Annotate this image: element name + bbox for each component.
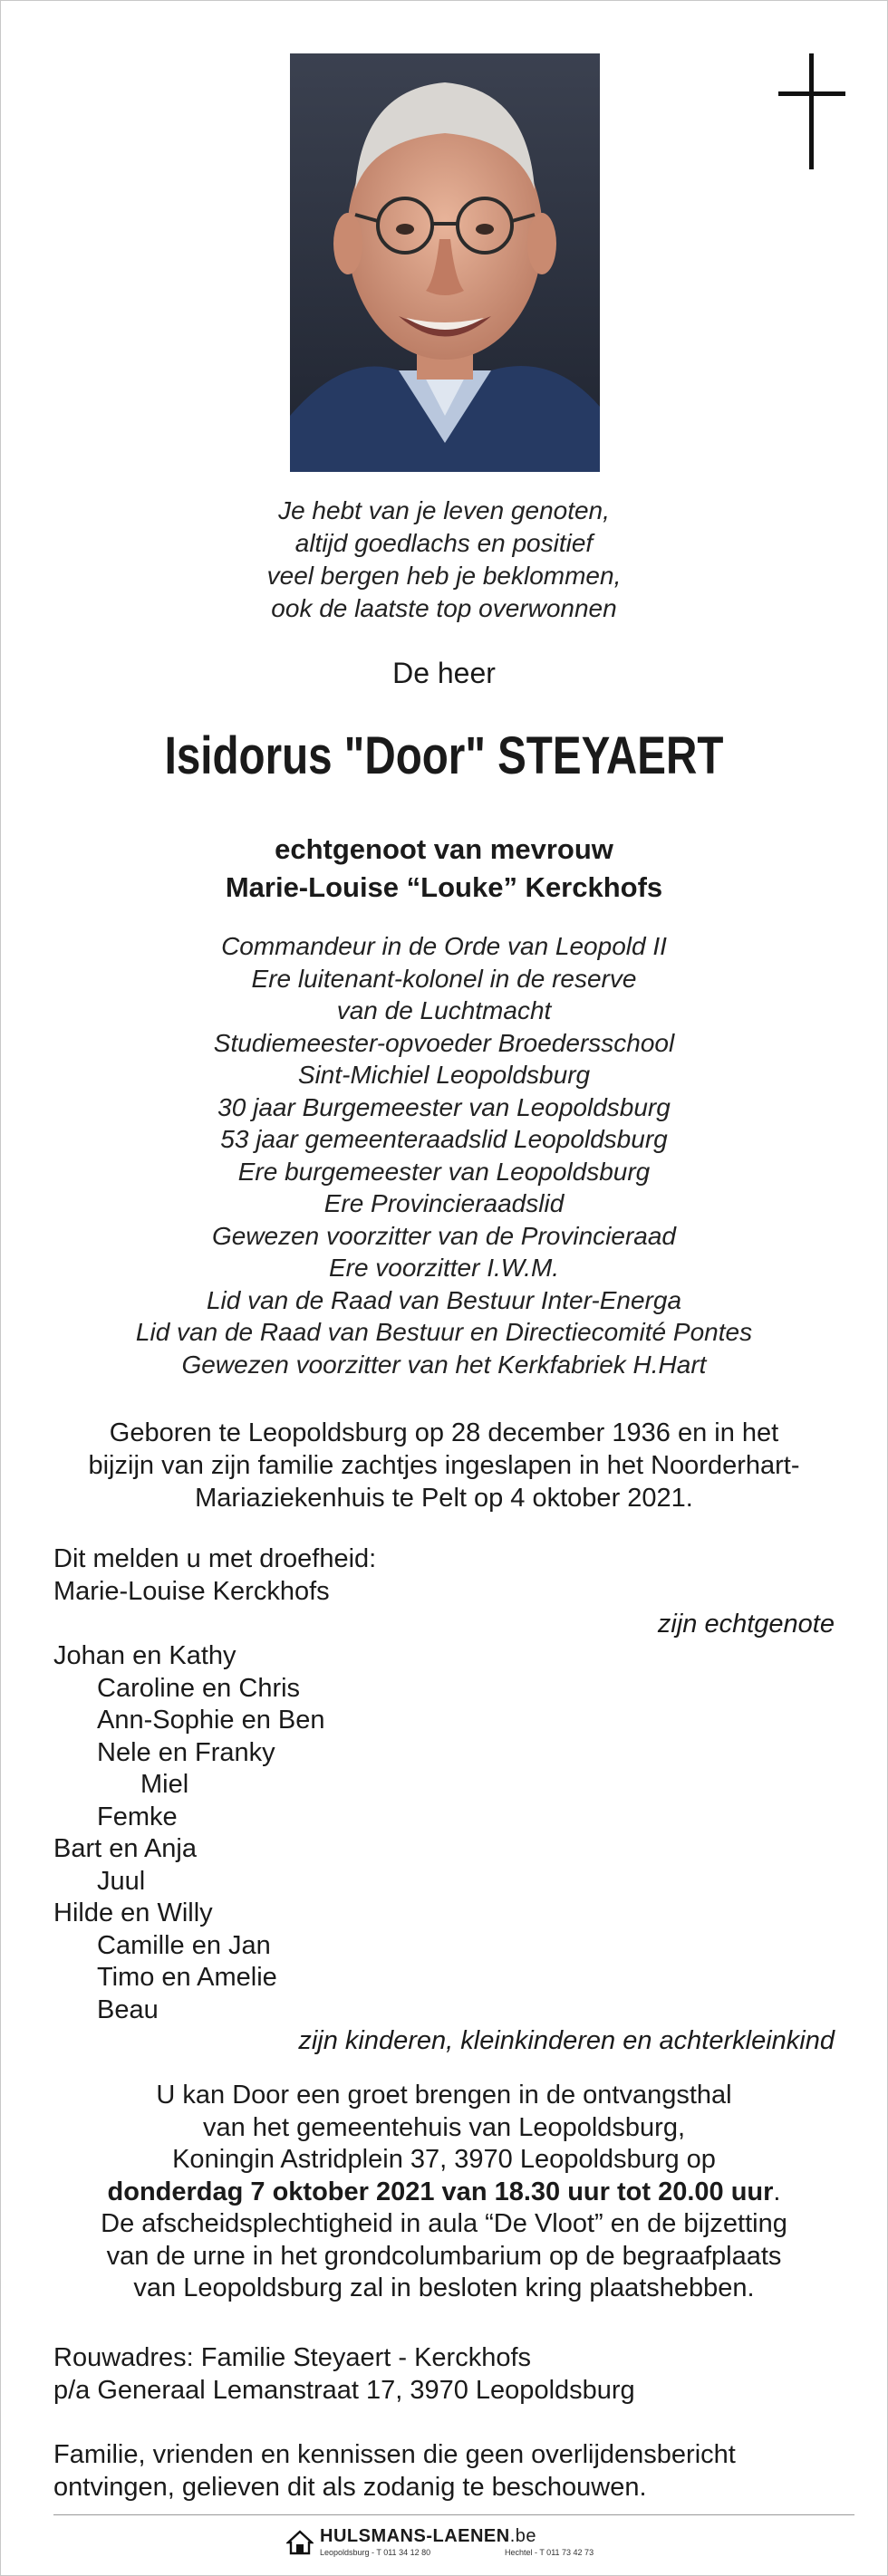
titles-list xyxy=(1,930,887,1380)
address-line: p/a Generaal Lemanstraat 17, 3970 Leopoldsburg xyxy=(53,2375,635,2405)
cross-icon xyxy=(778,53,845,169)
mourners-intro: Dit melden u met droefheid: xyxy=(53,1544,377,1573)
title-line: Commandeur in de Orde van Leopold II xyxy=(221,932,667,960)
salutation: De heer xyxy=(392,657,496,689)
spouse-line-2: Marie-Louise “Louke” Kerckhofs xyxy=(225,871,663,903)
announce-line: van de urne in het grondcolumbarium op de begraafplaats xyxy=(106,2241,782,2271)
notice-line: Familie, vrienden en kennissen die geen overlijdensbericht xyxy=(53,2440,736,2469)
footer-divider xyxy=(53,2514,854,2515)
family-member: Caroline en Chris xyxy=(97,1673,301,1703)
title-line: Ere burgemeester van Leopoldsburg xyxy=(237,1157,651,1186)
poem-line: ook de laatste top overwonnen xyxy=(271,594,617,622)
deceased-name: Isidorus "Door" STEYAERT xyxy=(164,726,724,785)
location-leopoldsburg: Leopoldsburg - T 011 34 12 80 xyxy=(320,2548,431,2557)
title-line: Gewezen voorzitter van het Kerkfabriek H.Hart xyxy=(181,1350,707,1379)
announce-date-line xyxy=(1,2177,887,2209)
mourner-spouse-role: zijn echtgenote xyxy=(657,1610,835,1639)
portrait-illustration xyxy=(290,53,600,472)
location-hechtel: Hechtel - T 011 73 42 73 xyxy=(505,2548,594,2557)
birth-death-paragraph xyxy=(1,1417,887,1514)
family-member: Johan en Kathy xyxy=(53,1641,236,1670)
visitation-announcement xyxy=(1,2080,887,2305)
title-line: 53 jaar gemeenteraadslid Leopoldsburg xyxy=(220,1125,668,1153)
family-member: Miel xyxy=(140,1770,189,1799)
mourning-address xyxy=(53,2342,635,2407)
spouse-line-1: echtgenoot van mevrouw xyxy=(275,833,613,865)
poem-line: Je hebt van je leven genoten, xyxy=(278,496,610,524)
announce-line: van het gemeentehuis van Leopoldsburg, xyxy=(202,2112,686,2142)
notice-line: ontvingen, gelieven dit als zodanig te beschouwen. xyxy=(53,2472,647,2502)
poem-line: altijd goedlachs en positief xyxy=(294,529,594,557)
announce-line: van Leopoldsburg zal in besloten kring plaatshebben. xyxy=(133,2273,755,2302)
spouse-block xyxy=(1,831,887,907)
title-line: Ere voorzitter I.W.M. xyxy=(328,1254,560,1282)
family-member: Nele en Franky xyxy=(97,1737,275,1767)
poem xyxy=(1,495,887,625)
family-member: Camille en Jan xyxy=(97,1930,271,1960)
portrait-photo xyxy=(290,53,600,472)
title-line: Lid van de Raad van Bestuur en Directiecomité Pontes xyxy=(135,1318,753,1346)
closing-notice xyxy=(53,2439,736,2504)
title-line: Studiemeester-opvoeder Broedersschool xyxy=(213,1028,675,1057)
family-member: Femke xyxy=(97,1802,178,1831)
family-member: Juul xyxy=(97,1866,146,1896)
family-member: Hilde en Willy xyxy=(53,1898,213,1927)
visitation-date: donderdag 7 oktober 2021 van 18.30 uur tot 20.00 uur xyxy=(107,2177,774,2206)
footer xyxy=(1,2521,887,2566)
born-line: bijzijn van zijn familie zachtjes ingeslapen in het Noorderhart- xyxy=(88,1451,800,1480)
announce-line: U kan Door een groet brengen in de ontvangsthal xyxy=(156,2081,732,2110)
family-member: Timo en Amelie xyxy=(97,1963,277,1992)
family-member: Beau xyxy=(97,1994,159,2024)
announce-line: De afscheidsplechtigheid in aula “De Vloot” en de bijzetting xyxy=(101,2209,787,2238)
title-line: Ere luitenant-kolonel in de reserve xyxy=(251,964,637,993)
funeral-home-logo-icon xyxy=(286,2528,314,2555)
born-line: Mariaziekenhuis te Pelt op 4 oktober 2021. xyxy=(195,1484,693,1513)
family-list xyxy=(53,1640,325,2026)
title-line: Lid van de Raad van Bestuur Inter-Energa xyxy=(206,1285,682,1314)
title-line: van de Luchtmacht xyxy=(336,996,552,1024)
announce-line: Koningin Astridplein 37, 3970 Leopoldsburg op xyxy=(172,2145,716,2174)
mourner-spouse-name: Marie-Louise Kerckhofs xyxy=(53,1577,330,1606)
poem-line: veel bergen heb je beklommen, xyxy=(266,562,622,590)
family-member: Bart en Anja xyxy=(53,1834,197,1863)
title-line: Sint-Michiel Leopoldsburg xyxy=(297,1061,591,1089)
family-member: Ann-Sophie en Ben xyxy=(97,1706,325,1735)
born-line: Geboren te Leopoldsburg op 28 december 1936 en in het xyxy=(109,1418,779,1447)
title-line: 30 jaar Burgemeester van Leopoldsburg xyxy=(217,1092,671,1121)
family-role: zijn kinderen, kleinkinderen en achterkleinkind xyxy=(298,2026,835,2055)
funeral-home-name: HULSMANS-LAENEN.be xyxy=(320,2526,537,2546)
address-line: Rouwadres: Familie Steyaert - Kerckhofs xyxy=(53,2343,532,2372)
title-line: Gewezen voorzitter van de Provincieraad xyxy=(211,1221,677,1250)
title-line: Ere Provincieraadslid xyxy=(323,1189,565,1217)
date-period: . xyxy=(773,2177,781,2206)
